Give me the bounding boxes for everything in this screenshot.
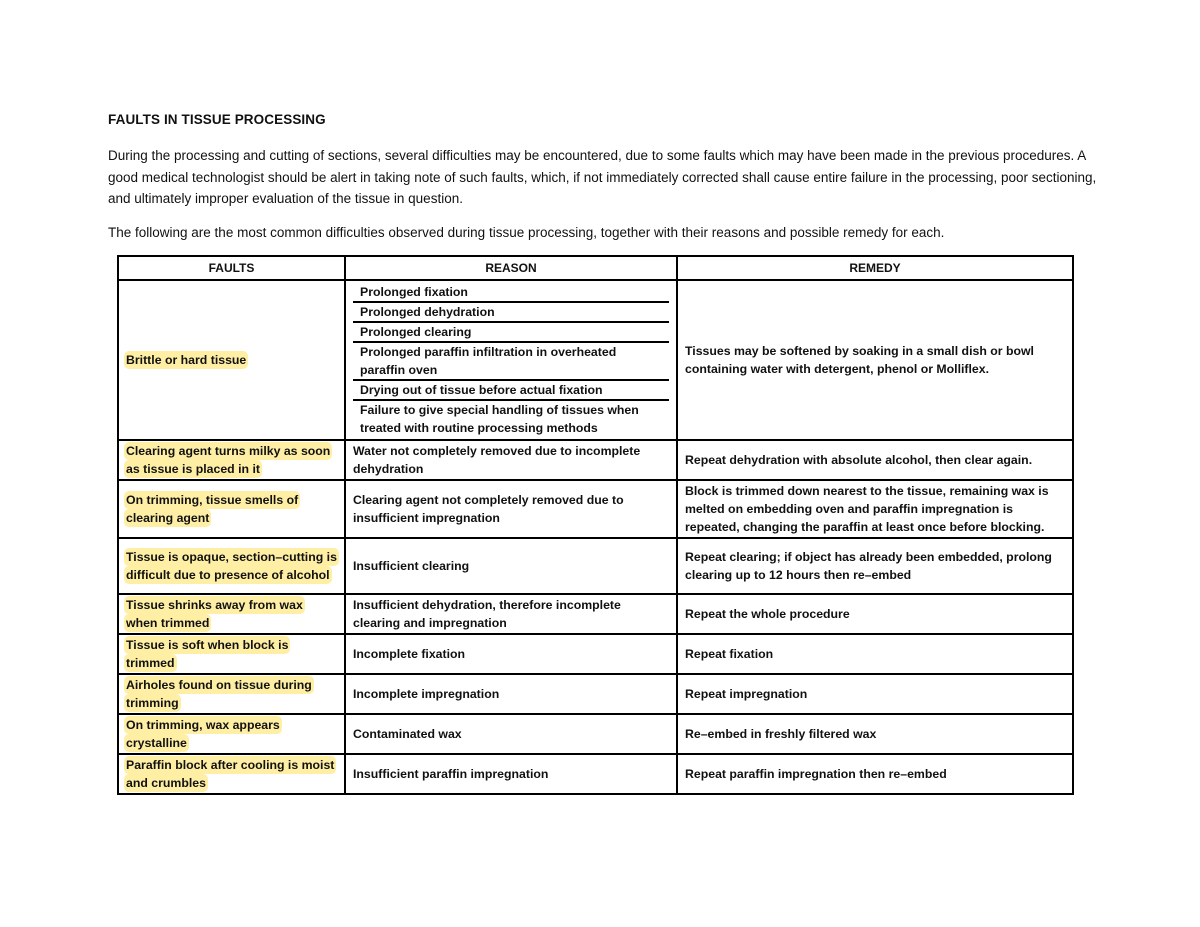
table-row [118,480,1073,538]
fault-text: Tissue is opaque, section–cutting is difficult due to presence of alcohol [126,550,337,582]
reason-cell: Insufficient paraffin impregnation [345,754,677,794]
reason-cell: Water not completely removed due to incomplete dehydration [345,440,677,480]
fault-cell [118,480,345,538]
fault-text: Tissue shrinks away from wax when trimmed [126,598,303,630]
fault-cell [118,538,345,594]
remedy-cell: Block is trimmed down nearest to the tissue, remaining wax is melted on embedding oven and paraffin impregnation is repeated, changing the paraffin at least once before blocking. [677,480,1073,538]
remedy-cell: Repeat impregnation [677,674,1073,714]
lead-paragraph: The following are the most common difficulties observed during tissue processing, together with their reasons and possible remedy for each. [108,225,945,240]
fault-text: Brittle or hard tissue [126,353,247,367]
fault-cell [118,754,345,794]
fault-text: On trimming, tissue smells of clearing agent [126,493,299,525]
remedy-cell: Repeat dehydration with absolute alcohol, then clear again. [677,440,1073,480]
header-remedy: REMEDY [677,256,1073,280]
reason-cell: Insufficient clearing [345,538,677,594]
fault-cell [118,714,345,754]
document-title: FAULTS IN TISSUE PROCESSING [108,112,326,127]
header-faults: FAULTS [118,256,345,280]
remedy-cell: Repeat paraffin impregnation then re–embed [677,754,1073,794]
faults-table [117,255,1074,795]
intro-paragraph: During the processing and cutting of sections, several difficulties may be encountered, due to some faults which may have been made in the previous procedures. A good medical technologist should be alert in taking note of such faults, which, if not immediately corrected shall cause entire failure in the processing, poor sectioning, and ultimately improper evaluation of the tissue in question. [108,148,1097,206]
reason-item: Failure to give special handling of tissues when treated with routine processing methods [360,403,639,435]
reason-item: Drying out of tissue before actual fixation [353,381,669,401]
table-row [118,674,1073,714]
reason-cell: Clearing agent not completely removed due to insufficient impregnation [345,480,677,538]
fault-text: Clearing agent turns milky as soon as tissue is placed in it [126,444,331,476]
fault-text: Airholes found on tissue during trimming [126,678,312,710]
reason-cell: Incomplete impregnation [345,674,677,714]
table-row [118,440,1073,480]
fault-cell [118,440,345,480]
table-row [118,594,1073,634]
table-row [118,634,1073,674]
header-reason: REASON [345,256,677,280]
reason-item: Prolonged dehydration [353,303,669,323]
fault-cell [118,634,345,674]
table-row [118,538,1073,594]
table-header-row [118,256,1073,280]
reason-cell: Contaminated wax [345,714,677,754]
reason-item: Prolonged fixation [353,283,669,303]
reason-item: Prolonged paraffin infiltration in overheated paraffin oven [353,343,669,381]
remedy-cell: Repeat fixation [677,634,1073,674]
fault-text: On trimming, wax appears crystalline [126,718,280,750]
fault-cell [118,594,345,634]
fault-cell [118,674,345,714]
fault-cell [118,280,345,440]
remedy-cell: Re–embed in freshly filtered wax [677,714,1073,754]
remedy-cell: Tissues may be softened by soaking in a small dish or bowl containing water with detergent, phenol or Molliflex. [677,280,1073,440]
table-row [118,754,1073,794]
table-row [118,280,1073,440]
fault-text: Tissue is soft when block is trimmed [126,638,289,670]
reason-item: Prolonged clearing [353,323,669,343]
fault-text: Paraffin block after cooling is moist and crumbles [126,758,335,790]
table-row [118,714,1073,754]
reason-cell: Incomplete fixation [345,634,677,674]
reason-cell [345,280,677,440]
remedy-cell: Repeat the whole procedure [677,594,1073,634]
remedy-cell: Repeat clearing; if object has already been embedded, prolong clearing up to 12 hours then re–embed [677,538,1073,594]
reason-cell: Insufficient dehydration, therefore incomplete clearing and impregnation [345,594,677,634]
